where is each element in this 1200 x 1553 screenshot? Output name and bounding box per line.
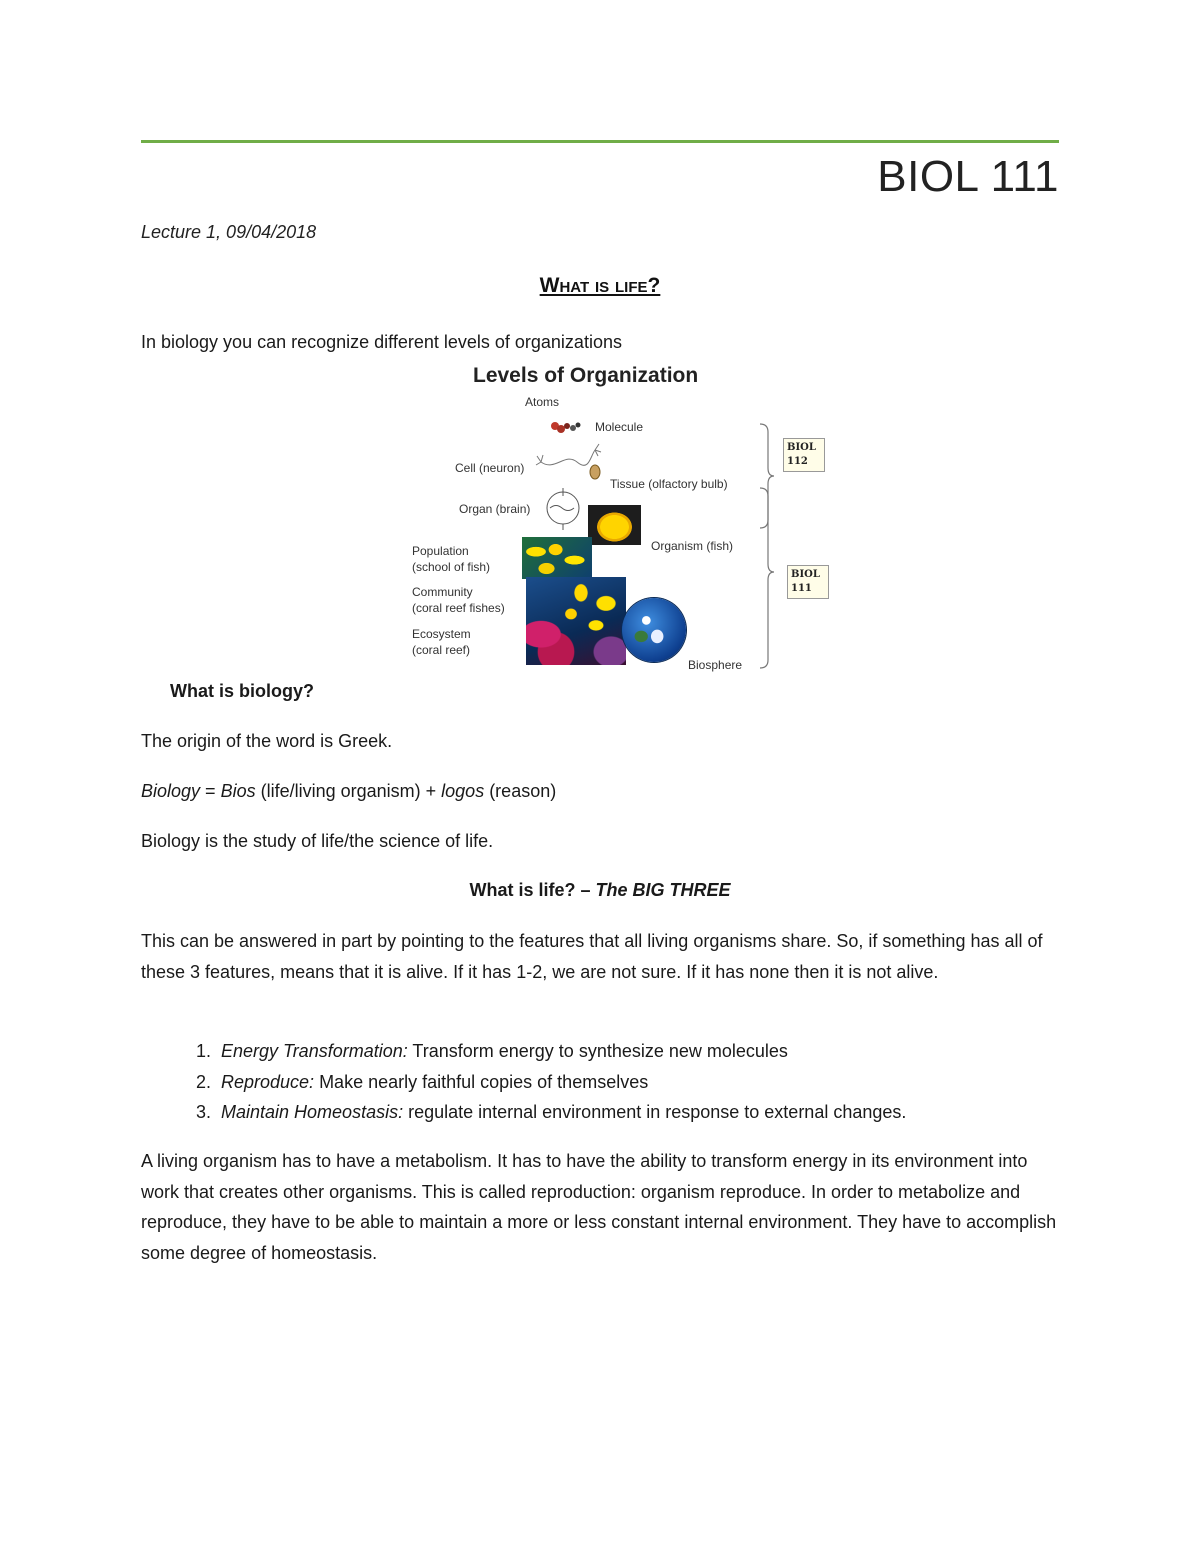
levels-of-organization-figure: [405, 362, 835, 680]
biol-111-label: BIOL 111: [787, 565, 829, 599]
list-number: 2.: [195, 1071, 211, 1092]
label-community: Community (coral reef fishes): [412, 585, 505, 615]
fish-image: [588, 505, 641, 545]
origin-paragraph: The origin of the word is Greek.: [141, 731, 393, 751]
label-organism: Organism (fish): [651, 539, 734, 553]
list-number: 1.: [195, 1041, 211, 1061]
list-term: Maintain Homeostasis:: [221, 1102, 404, 1122]
big-three-list: [141, 1036, 1059, 1128]
etymology-bios: Bios: [220, 781, 256, 801]
label-organ: Organ (brain): [459, 502, 531, 516]
label-molecule: Molecule: [595, 420, 644, 434]
section-title: What is life?: [539, 274, 661, 297]
etymology-paragraph: [141, 776, 1059, 807]
list-item: [141, 1067, 1059, 1098]
list-number: 3.: [195, 1102, 211, 1122]
closing-paragraph: A living organism has to have a metabolism. It has to have the ability to transform energy in its environment into work that creates other organisms. This is called reproduction: organism reproduce. In order to metabolize and reproduce, they have to be able to maintain a more or less constant internal environment. They have to accomplish some degree of homeostasis.: [141, 1151, 1057, 1263]
label-atoms: Atoms: [525, 395, 560, 409]
list-item: [141, 1097, 1059, 1128]
list-text: Transform energy to synthesize new molecules: [407, 1041, 788, 1061]
brain-icon: [547, 488, 579, 530]
label-biosphere: Biosphere: [688, 658, 743, 672]
big-three-heading: [0, 875, 1200, 906]
etymology-eq: =: [200, 781, 221, 801]
etymology-bios-meaning: (life/living organism) +: [255, 781, 442, 801]
definition-paragraph: Biology is the study of life/the science of life.: [141, 831, 494, 851]
intro-paragraph: In biology you can recognize different levels of organizations: [141, 332, 622, 352]
label-ecosystem: Ecosystem (coral reef): [412, 627, 471, 657]
course-title: BIOL 111: [877, 152, 1059, 201]
tissue-icon: [590, 465, 600, 479]
brace-lower: [760, 488, 774, 668]
label-population: Population (school of fish): [412, 544, 491, 574]
header-rule: [141, 140, 1059, 143]
etymology-term: Biology: [141, 781, 201, 801]
etymology-logos: logos: [441, 781, 485, 801]
list-item: [141, 1036, 1059, 1067]
neuron-icon: [536, 444, 601, 465]
biol-112-label: BIOL 112: [783, 438, 825, 472]
what-is-biology-heading: What is biology?: [170, 681, 314, 701]
list-term: Energy Transformation:: [221, 1041, 408, 1061]
list-text: regulate internal environment in response to external changes.: [403, 1102, 907, 1122]
label-tissue: Tissue (olfactory bulb): [610, 477, 728, 491]
label-cell: Cell (neuron): [455, 461, 525, 475]
big-three-heading-bold: What is life? –: [469, 880, 596, 900]
big-three-heading-italic: The BIG THREE: [595, 880, 731, 900]
coral-reef-image: [526, 577, 626, 665]
figure-title: Levels of Organization: [473, 364, 699, 387]
big-three-intro: This can be answered in part by pointing to the features that all living organisms share. So, if something has all of these 3 features, means that it is alive. If it has 1-2, we are not sure. If it has none then it is not alive.: [141, 931, 1043, 982]
list-term: Reproduce:: [221, 1071, 315, 1092]
school-of-fish-image: [522, 537, 592, 579]
list-text: Make nearly faithful copies of themselves: [314, 1071, 649, 1092]
etymology-logos-meaning: (reason): [484, 781, 557, 801]
lecture-date: Lecture 1, 09/04/2018: [141, 222, 317, 242]
earth-image: [622, 598, 686, 662]
molecule-icon: [551, 422, 581, 433]
brace-upper: [760, 424, 774, 528]
